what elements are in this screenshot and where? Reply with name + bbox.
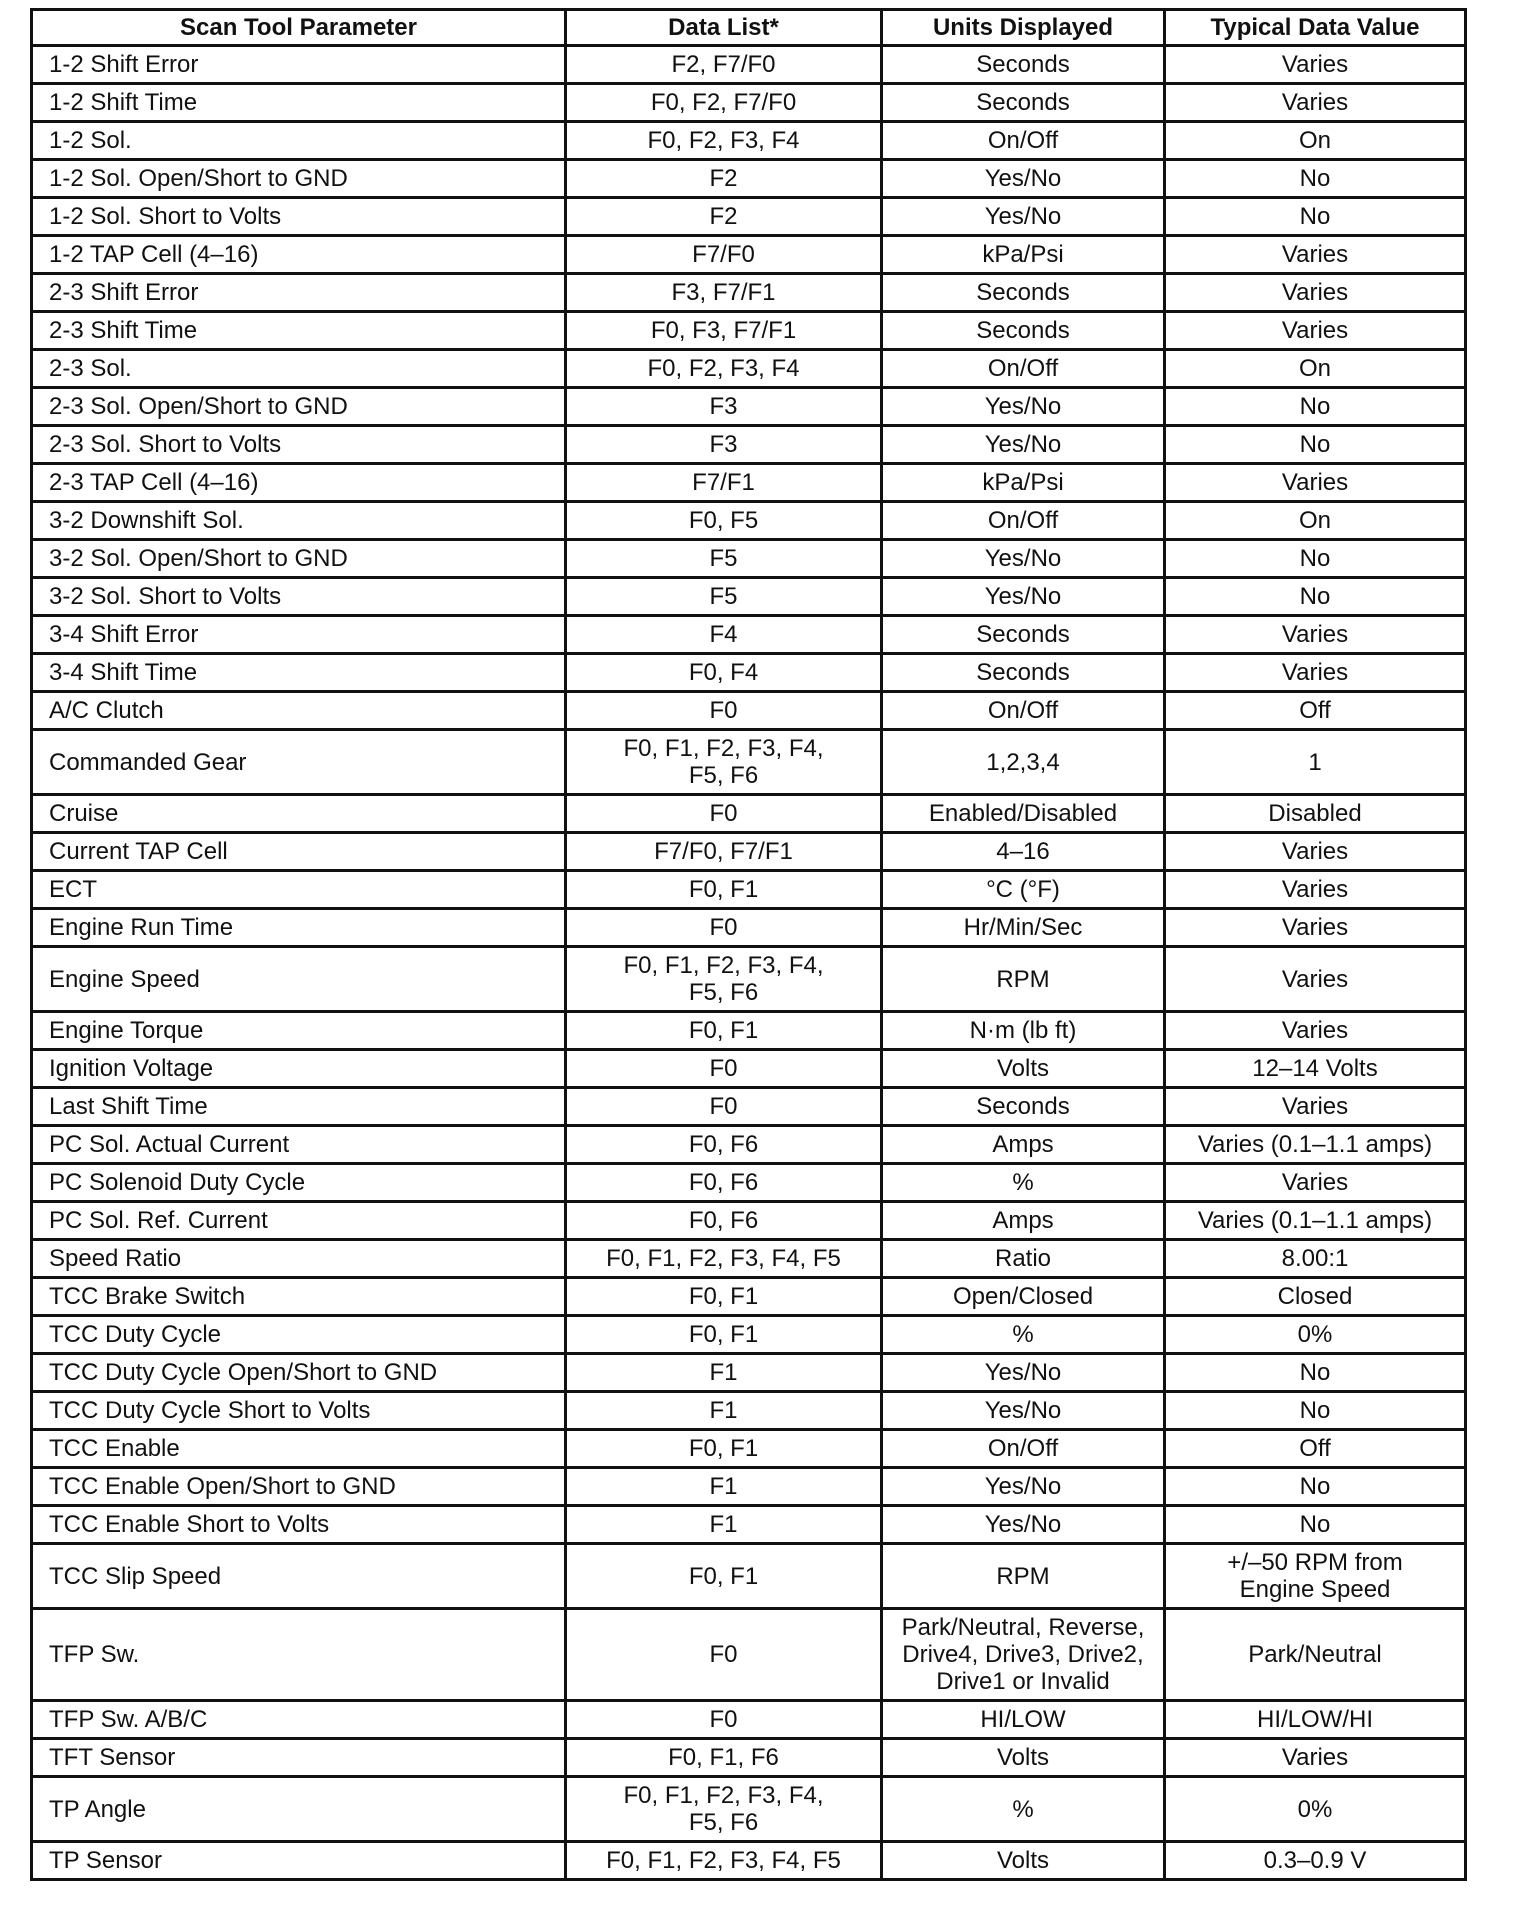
cell-data-list: F0, F2, F7/F0	[566, 84, 882, 122]
cell-parameter: 3-2 Downshift Sol.	[32, 502, 566, 540]
cell-units: Seconds	[882, 616, 1165, 654]
cell-data-list: F4	[566, 616, 882, 654]
cell-typical-value: Varies	[1165, 464, 1466, 502]
cell-typical-value: No	[1165, 1392, 1466, 1430]
cell-parameter: Last Shift Time	[32, 1088, 566, 1126]
table-row	[32, 1050, 1466, 1088]
cell-data-list: F2, F7/F0	[566, 46, 882, 84]
cell-data-list: F1	[566, 1506, 882, 1544]
cell-data-list: F7/F0, F7/F1	[566, 833, 882, 871]
cell-parameter: 2-3 Sol.	[32, 350, 566, 388]
cell-units: 1,2,3,4	[882, 730, 1165, 795]
cell-parameter: 1-2 Sol.	[32, 122, 566, 160]
cell-parameter: 2-3 Sol. Short to Volts	[32, 426, 566, 464]
cell-parameter: PC Sol. Actual Current	[32, 1126, 566, 1164]
cell-units: Yes/No	[882, 1468, 1165, 1506]
table-row	[32, 540, 1466, 578]
cell-typical-value: No	[1165, 578, 1466, 616]
cell-units: Yes/No	[882, 426, 1165, 464]
cell-typical-value: 0.3–0.9 V	[1165, 1842, 1466, 1880]
cell-data-list: F0	[566, 1609, 882, 1701]
table-row	[32, 1088, 1466, 1126]
cell-data-list: F0	[566, 909, 882, 947]
cell-data-list: F0, F2, F3, F4	[566, 122, 882, 160]
cell-typical-value: 8.00:1	[1165, 1240, 1466, 1278]
cell-typical-value: Varies	[1165, 909, 1466, 947]
cell-units: Volts	[882, 1739, 1165, 1777]
cell-parameter: TCC Brake Switch	[32, 1278, 566, 1316]
table-row	[32, 1392, 1466, 1430]
cell-parameter: TCC Enable	[32, 1430, 566, 1468]
cell-units: Seconds	[882, 312, 1165, 350]
table-row	[32, 122, 1466, 160]
cell-data-list: F0	[566, 795, 882, 833]
cell-typical-value: HI/LOW/HI	[1165, 1701, 1466, 1739]
table-row	[32, 1012, 1466, 1050]
cell-parameter: A/C Clutch	[32, 692, 566, 730]
cell-units: Yes/No	[882, 1506, 1165, 1544]
table-row	[32, 1430, 1466, 1468]
cell-data-list: F5	[566, 540, 882, 578]
cell-parameter: 2-3 Sol. Open/Short to GND	[32, 388, 566, 426]
table-row	[32, 692, 1466, 730]
cell-parameter: 2-3 Shift Time	[32, 312, 566, 350]
cell-data-list: F0, F1, F2, F3, F4, F5	[566, 1842, 882, 1880]
cell-data-list: F3	[566, 426, 882, 464]
table-row	[32, 1777, 1466, 1842]
cell-data-list: F0, F2, F3, F4	[566, 350, 882, 388]
cell-units: Yes/No	[882, 1392, 1165, 1430]
cell-typical-value: No	[1165, 388, 1466, 426]
cell-units: On/Off	[882, 350, 1165, 388]
cell-parameter: 1-2 Sol. Open/Short to GND	[32, 160, 566, 198]
cell-units: N·m (lb ft)	[882, 1012, 1165, 1050]
cell-data-list: F0	[566, 1050, 882, 1088]
cell-parameter: 1-2 Shift Time	[32, 84, 566, 122]
table-row	[32, 1609, 1466, 1701]
cell-data-list: F0, F6	[566, 1126, 882, 1164]
table-row	[32, 1202, 1466, 1240]
cell-data-list: F3	[566, 388, 882, 426]
cell-typical-value: No	[1165, 1506, 1466, 1544]
cell-data-list: F0, F3, F7/F1	[566, 312, 882, 350]
cell-typical-value: Varies (0.1–1.1 amps)	[1165, 1126, 1466, 1164]
table-row	[32, 833, 1466, 871]
cell-units: %	[882, 1164, 1165, 1202]
cell-units: Open/Closed	[882, 1278, 1165, 1316]
cell-data-list: F0	[566, 692, 882, 730]
cell-typical-value: Varies	[1165, 1739, 1466, 1777]
cell-data-list: F7/F0	[566, 236, 882, 274]
cell-parameter: 3-2 Sol. Open/Short to GND	[32, 540, 566, 578]
cell-typical-value: Varies	[1165, 274, 1466, 312]
cell-units: Amps	[882, 1126, 1165, 1164]
cell-parameter: Current TAP Cell	[32, 833, 566, 871]
table-row	[32, 198, 1466, 236]
cell-parameter: 1-2 Sol. Short to Volts	[32, 198, 566, 236]
cell-parameter: TFP Sw. A/B/C	[32, 1701, 566, 1739]
cell-typical-value: Varies	[1165, 236, 1466, 274]
table-row	[32, 1164, 1466, 1202]
table-body	[32, 46, 1466, 1880]
cell-parameter: TCC Duty Cycle Open/Short to GND	[32, 1354, 566, 1392]
cell-units: Yes/No	[882, 578, 1165, 616]
table-row	[32, 274, 1466, 312]
cell-units: Seconds	[882, 84, 1165, 122]
cell-parameter: TCC Duty Cycle Short to Volts	[32, 1392, 566, 1430]
cell-parameter: TFT Sensor	[32, 1739, 566, 1777]
cell-parameter: 3-4 Shift Error	[32, 616, 566, 654]
table-row	[32, 654, 1466, 692]
table-row	[32, 502, 1466, 540]
cell-units: °C (°F)	[882, 871, 1165, 909]
table-header-row	[32, 10, 1466, 46]
cell-data-list: F0, F1, F2, F3, F4, F5, F6	[566, 730, 882, 795]
cell-units: On/Off	[882, 502, 1165, 540]
cell-data-list: F0, F6	[566, 1202, 882, 1240]
cell-parameter: Engine Torque	[32, 1012, 566, 1050]
cell-typical-value: Closed	[1165, 1278, 1466, 1316]
cell-data-list: F2	[566, 160, 882, 198]
cell-units: RPM	[882, 947, 1165, 1012]
cell-typical-value: Varies	[1165, 1088, 1466, 1126]
table-row	[32, 909, 1466, 947]
cell-units: Amps	[882, 1202, 1165, 1240]
cell-parameter: ECT	[32, 871, 566, 909]
cell-units: 4–16	[882, 833, 1165, 871]
header-typical-data-value: Typical Data Value	[1165, 10, 1466, 46]
table-row	[32, 730, 1466, 795]
cell-data-list: F5	[566, 578, 882, 616]
table-row	[32, 795, 1466, 833]
cell-units: Seconds	[882, 654, 1165, 692]
cell-typical-value: On	[1165, 122, 1466, 160]
cell-parameter: Speed Ratio	[32, 1240, 566, 1278]
table-row	[32, 578, 1466, 616]
cell-typical-value: On	[1165, 502, 1466, 540]
table-row	[32, 350, 1466, 388]
cell-parameter: TCC Duty Cycle	[32, 1316, 566, 1354]
cell-typical-value: No	[1165, 1354, 1466, 1392]
cell-parameter: TCC Enable Open/Short to GND	[32, 1468, 566, 1506]
cell-typical-value: Varies	[1165, 312, 1466, 350]
table-row	[32, 426, 1466, 464]
header-scan-tool-parameter: Scan Tool Parameter	[32, 10, 566, 46]
cell-units: Seconds	[882, 46, 1165, 84]
table-row	[32, 1468, 1466, 1506]
cell-typical-value: No	[1165, 160, 1466, 198]
cell-typical-value: Varies	[1165, 1012, 1466, 1050]
cell-parameter: 2-3 TAP Cell (4–16)	[32, 464, 566, 502]
cell-typical-value: No	[1165, 1468, 1466, 1506]
cell-units: Volts	[882, 1842, 1165, 1880]
cell-typical-value: +/–50 RPM from Engine Speed	[1165, 1544, 1466, 1609]
cell-units: Yes/No	[882, 160, 1165, 198]
cell-parameter: 1-2 Shift Error	[32, 46, 566, 84]
table-row	[32, 312, 1466, 350]
cell-data-list: F2	[566, 198, 882, 236]
cell-units: Seconds	[882, 1088, 1165, 1126]
cell-units: Seconds	[882, 274, 1165, 312]
cell-units: Yes/No	[882, 540, 1165, 578]
table-row	[32, 236, 1466, 274]
table-row	[32, 1354, 1466, 1392]
table-row	[32, 871, 1466, 909]
cell-data-list: F0, F1, F2, F3, F4, F5, F6	[566, 1777, 882, 1842]
cell-units: Yes/No	[882, 388, 1165, 426]
cell-parameter: TFP Sw.	[32, 1609, 566, 1701]
cell-data-list: F0, F1, F6	[566, 1739, 882, 1777]
cell-data-list: F7/F1	[566, 464, 882, 502]
cell-typical-value: Varies	[1165, 616, 1466, 654]
header-units-displayed: Units Displayed	[882, 10, 1165, 46]
cell-data-list: F0, F1	[566, 1012, 882, 1050]
table-row	[32, 46, 1466, 84]
cell-data-list: F0, F1	[566, 1316, 882, 1354]
cell-parameter: 1-2 TAP Cell (4–16)	[32, 236, 566, 274]
table-row	[32, 84, 1466, 122]
cell-typical-value: Varies	[1165, 947, 1466, 1012]
cell-typical-value: No	[1165, 540, 1466, 578]
cell-typical-value: Varies	[1165, 871, 1466, 909]
cell-typical-value: Varies	[1165, 654, 1466, 692]
cell-typical-value: Off	[1165, 1430, 1466, 1468]
cell-units: On/Off	[882, 692, 1165, 730]
table-row	[32, 1842, 1466, 1880]
cell-data-list: F0, F6	[566, 1164, 882, 1202]
cell-typical-value: 0%	[1165, 1316, 1466, 1354]
cell-typical-value: 1	[1165, 730, 1466, 795]
cell-typical-value: Varies	[1165, 84, 1466, 122]
cell-parameter: PC Sol. Ref. Current	[32, 1202, 566, 1240]
cell-typical-value: Off	[1165, 692, 1466, 730]
cell-data-list: F0, F1	[566, 1278, 882, 1316]
cell-units: %	[882, 1316, 1165, 1354]
cell-typical-value: Disabled	[1165, 795, 1466, 833]
cell-parameter: Cruise	[32, 795, 566, 833]
cell-typical-value: No	[1165, 198, 1466, 236]
table-row	[32, 464, 1466, 502]
cell-parameter: TCC Slip Speed	[32, 1544, 566, 1609]
cell-units: Enabled/Disabled	[882, 795, 1165, 833]
cell-parameter: Engine Speed	[32, 947, 566, 1012]
table-row	[32, 1701, 1466, 1739]
cell-units: On/Off	[882, 1430, 1165, 1468]
table-row	[32, 616, 1466, 654]
cell-parameter: PC Solenoid Duty Cycle	[32, 1164, 566, 1202]
cell-data-list: F1	[566, 1354, 882, 1392]
table-row	[32, 1278, 1466, 1316]
table-row	[32, 1506, 1466, 1544]
cell-typical-value: 0%	[1165, 1777, 1466, 1842]
cell-units: HI/LOW	[882, 1701, 1165, 1739]
cell-data-list: F0, F5	[566, 502, 882, 540]
cell-data-list: F3, F7/F1	[566, 274, 882, 312]
cell-typical-value: Varies	[1165, 46, 1466, 84]
cell-data-list: F0	[566, 1701, 882, 1739]
cell-parameter: TP Angle	[32, 1777, 566, 1842]
cell-units: Park/Neutral, Reverse, Drive4, Drive3, Drive2, Drive1 or Invalid	[882, 1609, 1165, 1701]
header-data-list: Data List*	[566, 10, 882, 46]
table-row	[32, 1126, 1466, 1164]
cell-typical-value: Varies (0.1–1.1 amps)	[1165, 1202, 1466, 1240]
cell-data-list: F0, F1	[566, 1430, 882, 1468]
cell-parameter: TCC Enable Short to Volts	[32, 1506, 566, 1544]
cell-parameter: Engine Run Time	[32, 909, 566, 947]
cell-parameter: TP Sensor	[32, 1842, 566, 1880]
cell-units: Volts	[882, 1050, 1165, 1088]
cell-data-list: F0, F1	[566, 1544, 882, 1609]
cell-data-list: F0, F1, F2, F3, F4, F5	[566, 1240, 882, 1278]
cell-data-list: F0, F4	[566, 654, 882, 692]
cell-units: Ratio	[882, 1240, 1165, 1278]
cell-typical-value: Park/Neutral	[1165, 1609, 1466, 1701]
table-row	[32, 388, 1466, 426]
cell-units: RPM	[882, 1544, 1165, 1609]
cell-data-list: F1	[566, 1392, 882, 1430]
table-row	[32, 1739, 1466, 1777]
cell-typical-value: 12–14 Volts	[1165, 1050, 1466, 1088]
cell-data-list: F0, F1	[566, 871, 882, 909]
table-row	[32, 1316, 1466, 1354]
cell-parameter: 2-3 Shift Error	[32, 274, 566, 312]
cell-units: kPa/Psi	[882, 236, 1165, 274]
cell-units: Hr/Min/Sec	[882, 909, 1165, 947]
cell-data-list: F1	[566, 1468, 882, 1506]
table-row	[32, 1544, 1466, 1609]
cell-data-list: F0	[566, 1088, 882, 1126]
table-row	[32, 1240, 1466, 1278]
cell-typical-value: No	[1165, 426, 1466, 464]
cell-typical-value: Varies	[1165, 833, 1466, 871]
table-row	[32, 160, 1466, 198]
cell-units: Yes/No	[882, 198, 1165, 236]
cell-parameter: 3-4 Shift Time	[32, 654, 566, 692]
cell-units: %	[882, 1777, 1165, 1842]
cell-data-list: F0, F1, F2, F3, F4, F5, F6	[566, 947, 882, 1012]
cell-parameter: Commanded Gear	[32, 730, 566, 795]
scan-tool-data-sheet	[30, 8, 1464, 1881]
cell-typical-value: On	[1165, 350, 1466, 388]
cell-parameter: 3-2 Sol. Short to Volts	[32, 578, 566, 616]
cell-typical-value: Varies	[1165, 1164, 1466, 1202]
cell-units: kPa/Psi	[882, 464, 1165, 502]
table-row	[32, 947, 1466, 1012]
cell-units: Yes/No	[882, 1354, 1165, 1392]
cell-parameter: Ignition Voltage	[32, 1050, 566, 1088]
cell-units: On/Off	[882, 122, 1165, 160]
scan-tool-parameter-table	[30, 8, 1467, 1881]
